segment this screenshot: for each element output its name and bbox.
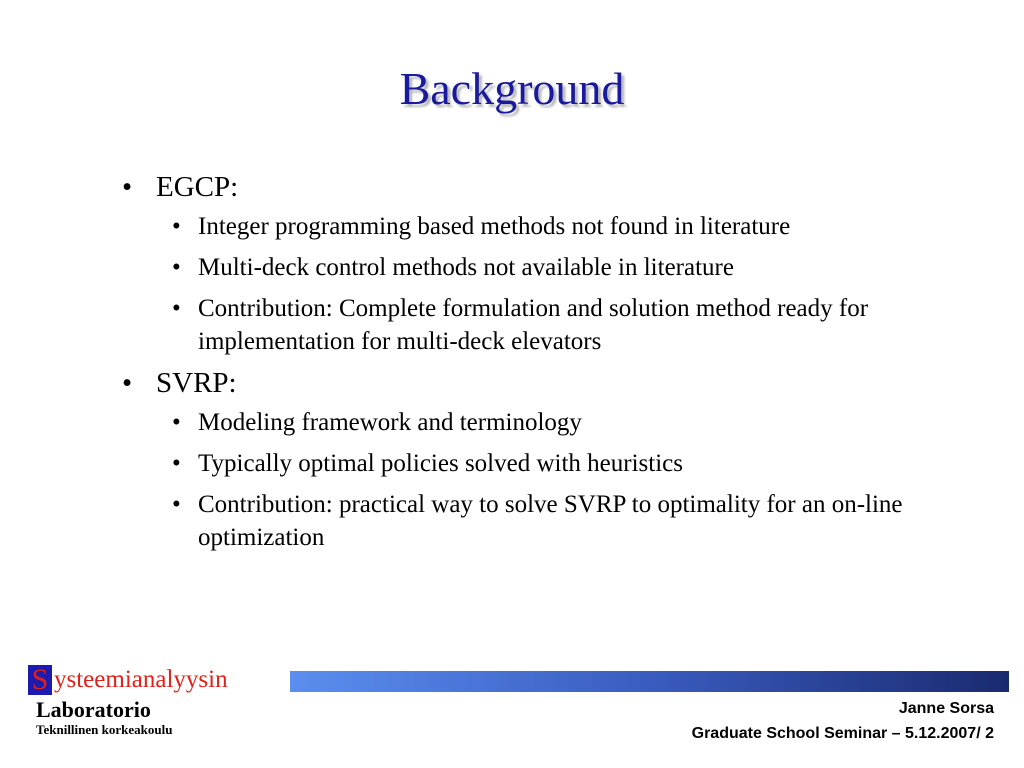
footer-seminar: Graduate School Seminar – 5.12.2007/ 2 <box>691 725 994 742</box>
slide-title: Background <box>399 63 625 114</box>
footer-author: Janne Sorsa <box>898 700 994 717</box>
logo-text: ysteemianalyysin <box>54 666 228 693</box>
lab-logo <box>28 665 228 695</box>
sub-bullet: • Contribution: practical way to solve SVRP to optimality for an on-line optimization <box>122 488 922 554</box>
logo-university: Teknillinen korkeakoulu <box>36 722 173 737</box>
sub-bullet: • Multi-deck control methods not available in literature <box>122 251 922 284</box>
footer-gradient-bar <box>290 671 1009 692</box>
slide-content <box>122 170 922 562</box>
bullet-egcp: • EGCP: <box>122 170 922 204</box>
sub-bullet: • Integer programming based methods not found in literature <box>122 210 922 243</box>
sub-bullet: • Contribution: Complete formulation and solution method ready for implementation for multi-deck elevators <box>122 292 922 358</box>
sub-bullet: • Modeling framework and terminology <box>122 406 922 439</box>
logo-initial: S <box>28 665 52 695</box>
sub-bullet: • Typically optimal policies solved with heuristics <box>122 447 922 480</box>
logo-laboratorio: Laboratorio <box>36 697 151 722</box>
bullet-svrp: • SVRP: <box>122 366 922 400</box>
